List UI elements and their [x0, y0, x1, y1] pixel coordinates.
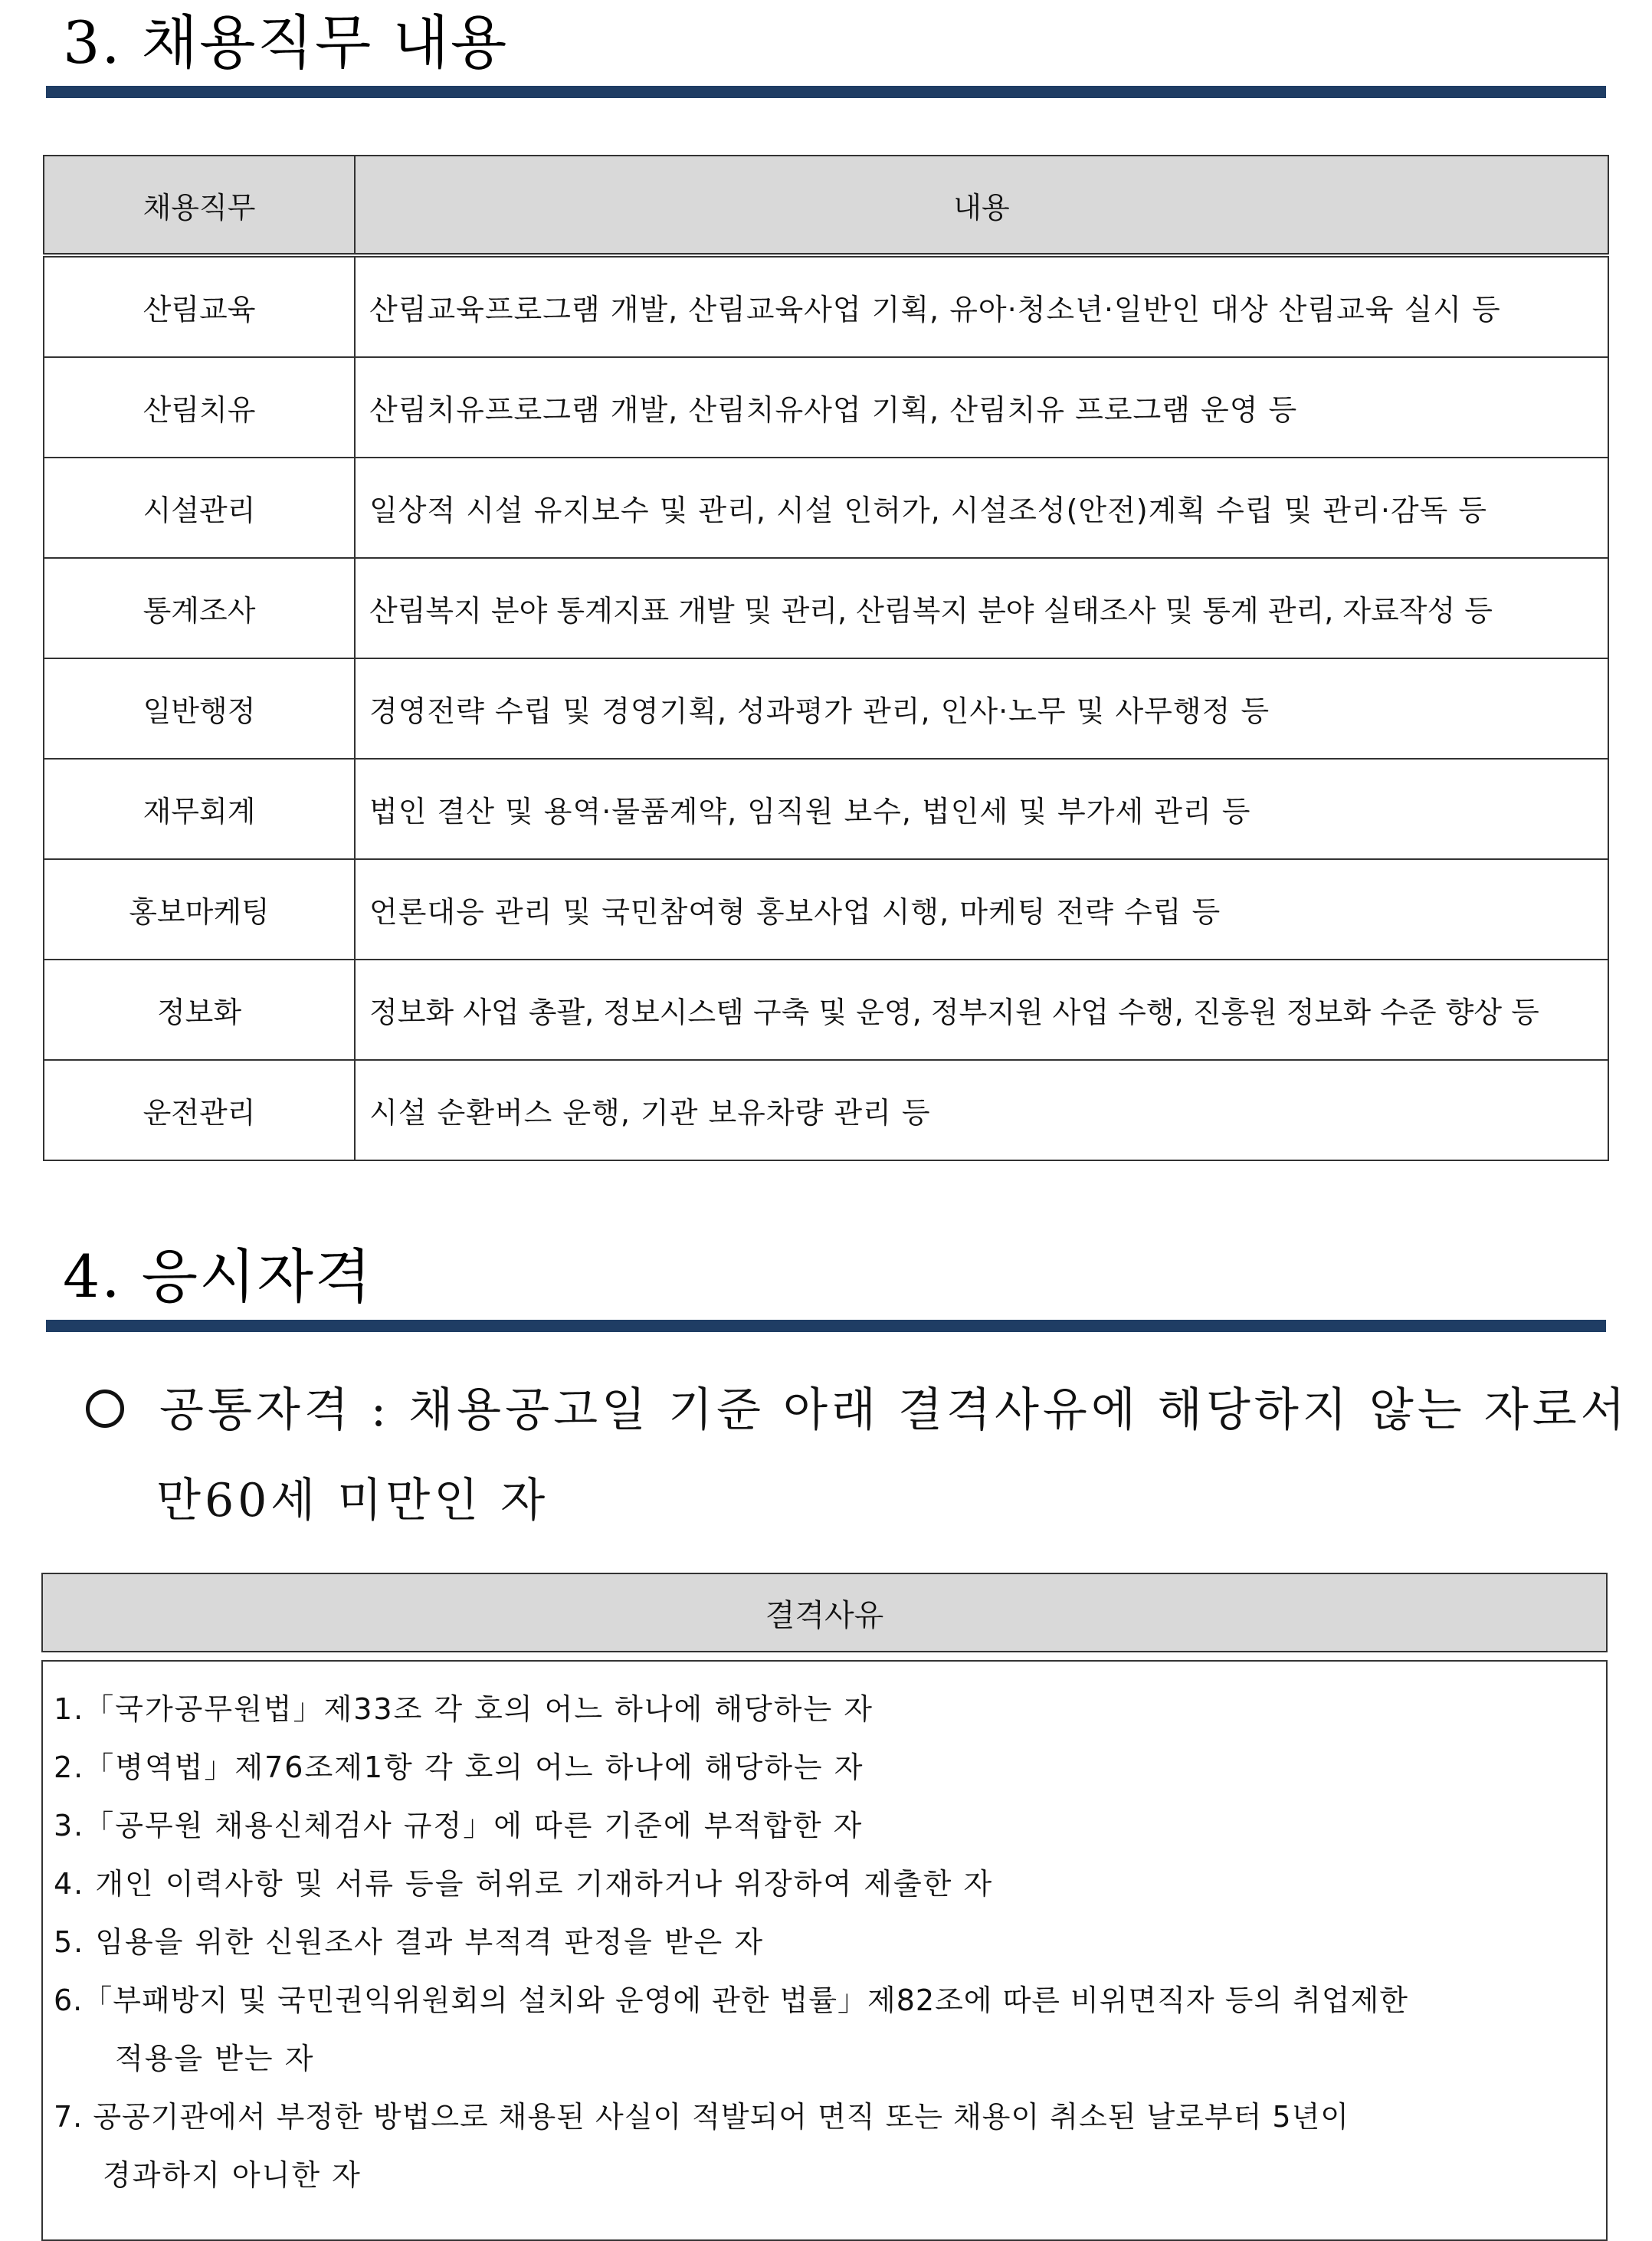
duty-name: 시설관리 — [44, 458, 355, 558]
list-item: 6.「부패방지 및 국민권익위원회의 설치와 운영에 관한 법률」제82조에 따른 비위면직자 등의 취업제한 — [54, 1983, 1409, 2017]
table-row — [44, 759, 1608, 859]
table-row — [44, 458, 1608, 558]
duty-name: 정보화 — [44, 960, 355, 1060]
list-item-continuation: 적용을 받는 자 — [115, 2042, 315, 2075]
duty-desc: 산림교육프로그램 개발, 산림교육사업 기획, 유아·청소년·일반인 대상 산림교육 실시 등 — [355, 255, 1608, 357]
table-row — [44, 357, 1608, 458]
duty-desc: 언론대응 관리 및 국민참여형 홍보사업 시행, 마케팅 전략 수립 등 — [355, 859, 1608, 960]
duty-desc: 시설 순환버스 운행, 기관 보유차량 관리 등 — [355, 1060, 1608, 1160]
common-qualification-line1 — [86, 1373, 1629, 1439]
table-row — [44, 658, 1608, 759]
duty-name: 재무회계 — [44, 759, 355, 859]
duty-desc: 산림치유프로그램 개발, 산림치유사업 기획, 산림치유 프로그램 운영 등 — [355, 357, 1608, 458]
disqualification-header: 결격사유 — [41, 1573, 1608, 1652]
table-row — [44, 1060, 1608, 1160]
duty-name: 산림교육 — [44, 255, 355, 357]
section-3-title: 3. 채용직무 내용 — [63, 8, 509, 77]
list-item: 7. 공공기관에서 부정한 방법으로 채용된 사실이 적발되어 면직 또는 채용이 취소된 날로부터 5년이 — [54, 2100, 1349, 2134]
disqualification-list — [41, 1660, 1608, 2241]
list-item: 2.「병역법」제76조제1항 각 호의 어느 하나에 해당하는 자 — [54, 1750, 864, 1784]
list-item: 5. 임용을 위한 신원조사 결과 부적격 판정을 받은 자 — [54, 1925, 765, 1959]
duty-desc: 경영전략 수립 및 경영기획, 성과평가 관리, 인사·노무 및 사무행정 등 — [355, 658, 1608, 759]
table-row — [44, 558, 1608, 658]
duty-desc: 일상적 시설 유지보수 및 관리, 시설 인허가, 시설조성(안전)계획 수립 및 관리·감독 등 — [355, 458, 1608, 558]
list-item: 4. 개인 이력사항 및 서류 등을 허위로 기재하거나 위장하여 제출한 자 — [54, 1867, 994, 1901]
common-qualification-line2: 만60세 미만인 자 — [156, 1474, 549, 1527]
common-qualification-text: 공통자격 : 채용공고일 기준 아래 결격사유에 해당하지 않는 자로서 — [159, 1383, 1629, 1437]
duty-name: 홍보마케팅 — [44, 859, 355, 960]
list-item-continuation: 경과하지 아니한 자 — [103, 2158, 362, 2192]
duties-table — [43, 155, 1609, 1161]
duty-desc: 산림복지 분야 통계지표 개발 및 관리, 산림복지 분야 실태조사 및 통계 관리, 자료작성 등 — [355, 558, 1608, 658]
list-item: 1.「국가공무원법」제33조 각 호의 어느 하나에 해당하는 자 — [54, 1692, 874, 1726]
duty-name: 산림치유 — [44, 357, 355, 458]
duty-name: 운전관리 — [44, 1060, 355, 1160]
duties-table-header — [44, 156, 1608, 255]
duty-name: 통계조사 — [44, 558, 355, 658]
duty-desc: 정보화 사업 총괄, 정보시스템 구축 및 운영, 정부지원 사업 수행, 진흥원 정보화 수준 향상 등 — [355, 960, 1608, 1060]
hollow-circle-bullet-icon — [86, 1390, 124, 1428]
header-content: 내용 — [355, 156, 1608, 255]
section-4-title: 4. 응시자격 — [63, 1242, 373, 1311]
table-row — [44, 859, 1608, 960]
duty-name: 일반행정 — [44, 658, 355, 759]
duty-desc: 법인 결산 및 용역·물품계약, 임직원 보수, 법인세 및 부가세 관리 등 — [355, 759, 1608, 859]
header-duty: 채용직무 — [44, 156, 355, 255]
table-row — [44, 255, 1608, 357]
section-3-rule — [46, 86, 1606, 98]
table-row — [44, 960, 1608, 1060]
list-item: 3.「공무원 채용신체검사 규정」에 따른 기준에 부적합한 자 — [54, 1809, 864, 1842]
section-4-rule — [46, 1320, 1606, 1332]
